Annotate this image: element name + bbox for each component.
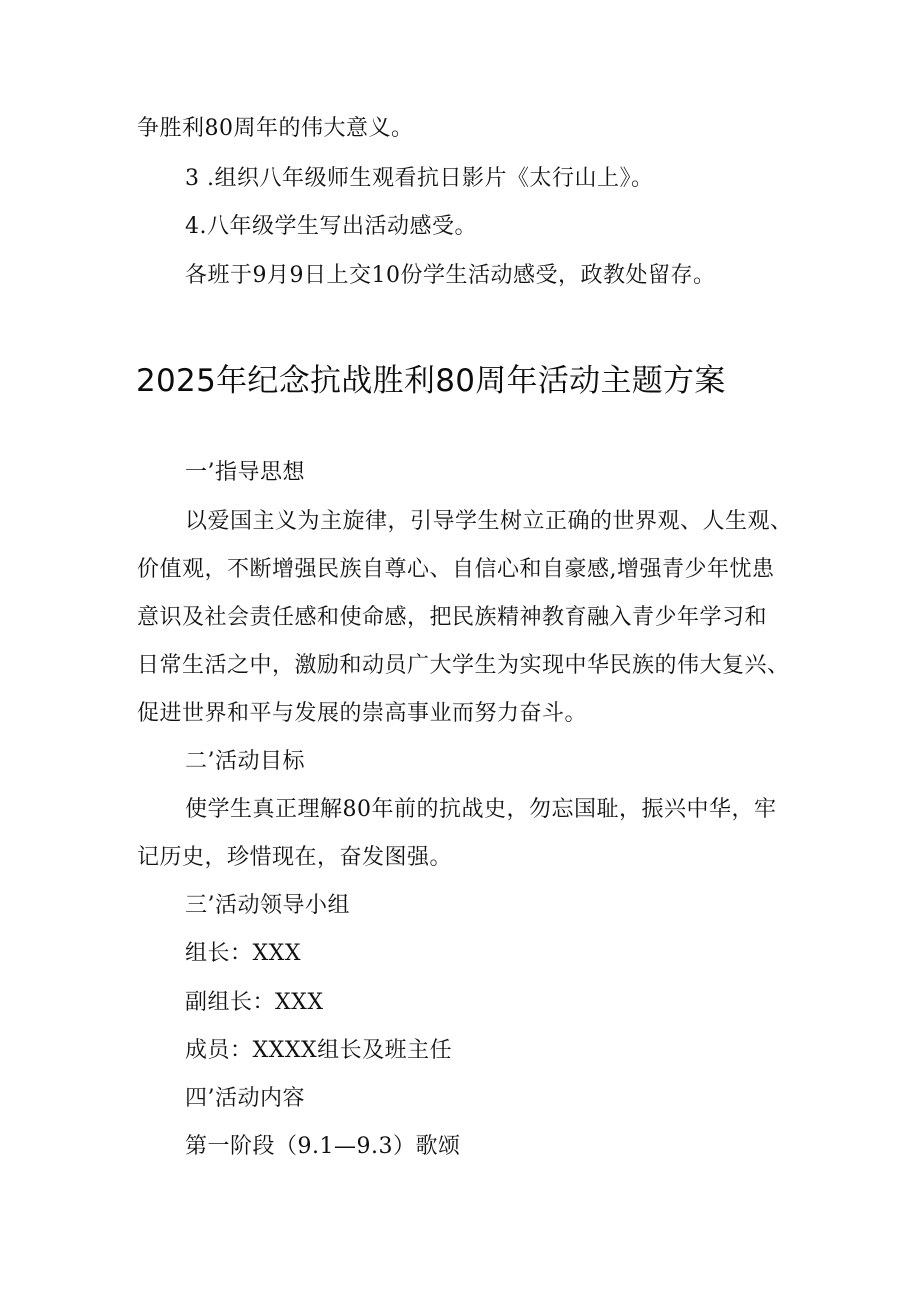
text-line: 3 .组织八年级师生观看抗日影片《太行山上》。	[185, 166, 654, 191]
text-line: 争胜利80周年的伟大意义。	[137, 116, 414, 141]
text-line: 各班于9月9日上交10份学生活动感受，政教处留存。	[185, 263, 716, 288]
deputy-leader: 副组长：XXX	[185, 990, 324, 1015]
group-members: 成员：XXXX组长及班主任	[185, 1038, 453, 1063]
paragraph-line: 意识及社会责任感和使命感，把民族精神教育融入青少年学习和	[137, 605, 768, 630]
section-heading: 二’活动目标	[185, 749, 305, 774]
section-heading: 三’活动领导小组	[185, 893, 350, 918]
document-title: 2025年纪念抗战胜利80周年活动主题方案	[136, 363, 726, 399]
paragraph-line: 使学生真正理解80年前的抗战史，勿忘国耻，振兴中华，牢	[185, 797, 777, 822]
section-heading: 四’活动内容	[185, 1086, 305, 1111]
paragraph-line: 日常生活之中，激励和动员广大学生为实现中华民族的伟大复兴、	[137, 653, 790, 678]
group-leader: 组长：XXX	[185, 941, 301, 966]
text-line: 4.八年级学生写出活动感受。	[185, 214, 477, 239]
section-heading: 一’指导思想	[185, 460, 305, 485]
paragraph-line: 记历史，珍惜现在，奋发图强。	[137, 845, 453, 870]
paragraph-line: 以爱国主义为主旋律，引导学生树立正确的世界观、人生观、	[185, 509, 793, 534]
stage-line: 第一阶段（9.1—9.3）歌颂	[185, 1134, 461, 1159]
paragraph-line: 促进世界和平与发展的崇高事业而努力奋斗。	[137, 701, 588, 726]
paragraph-line: 价值观，不断增强民族自尊心、自信心和自豪感,增强青少年忧患	[137, 557, 775, 582]
